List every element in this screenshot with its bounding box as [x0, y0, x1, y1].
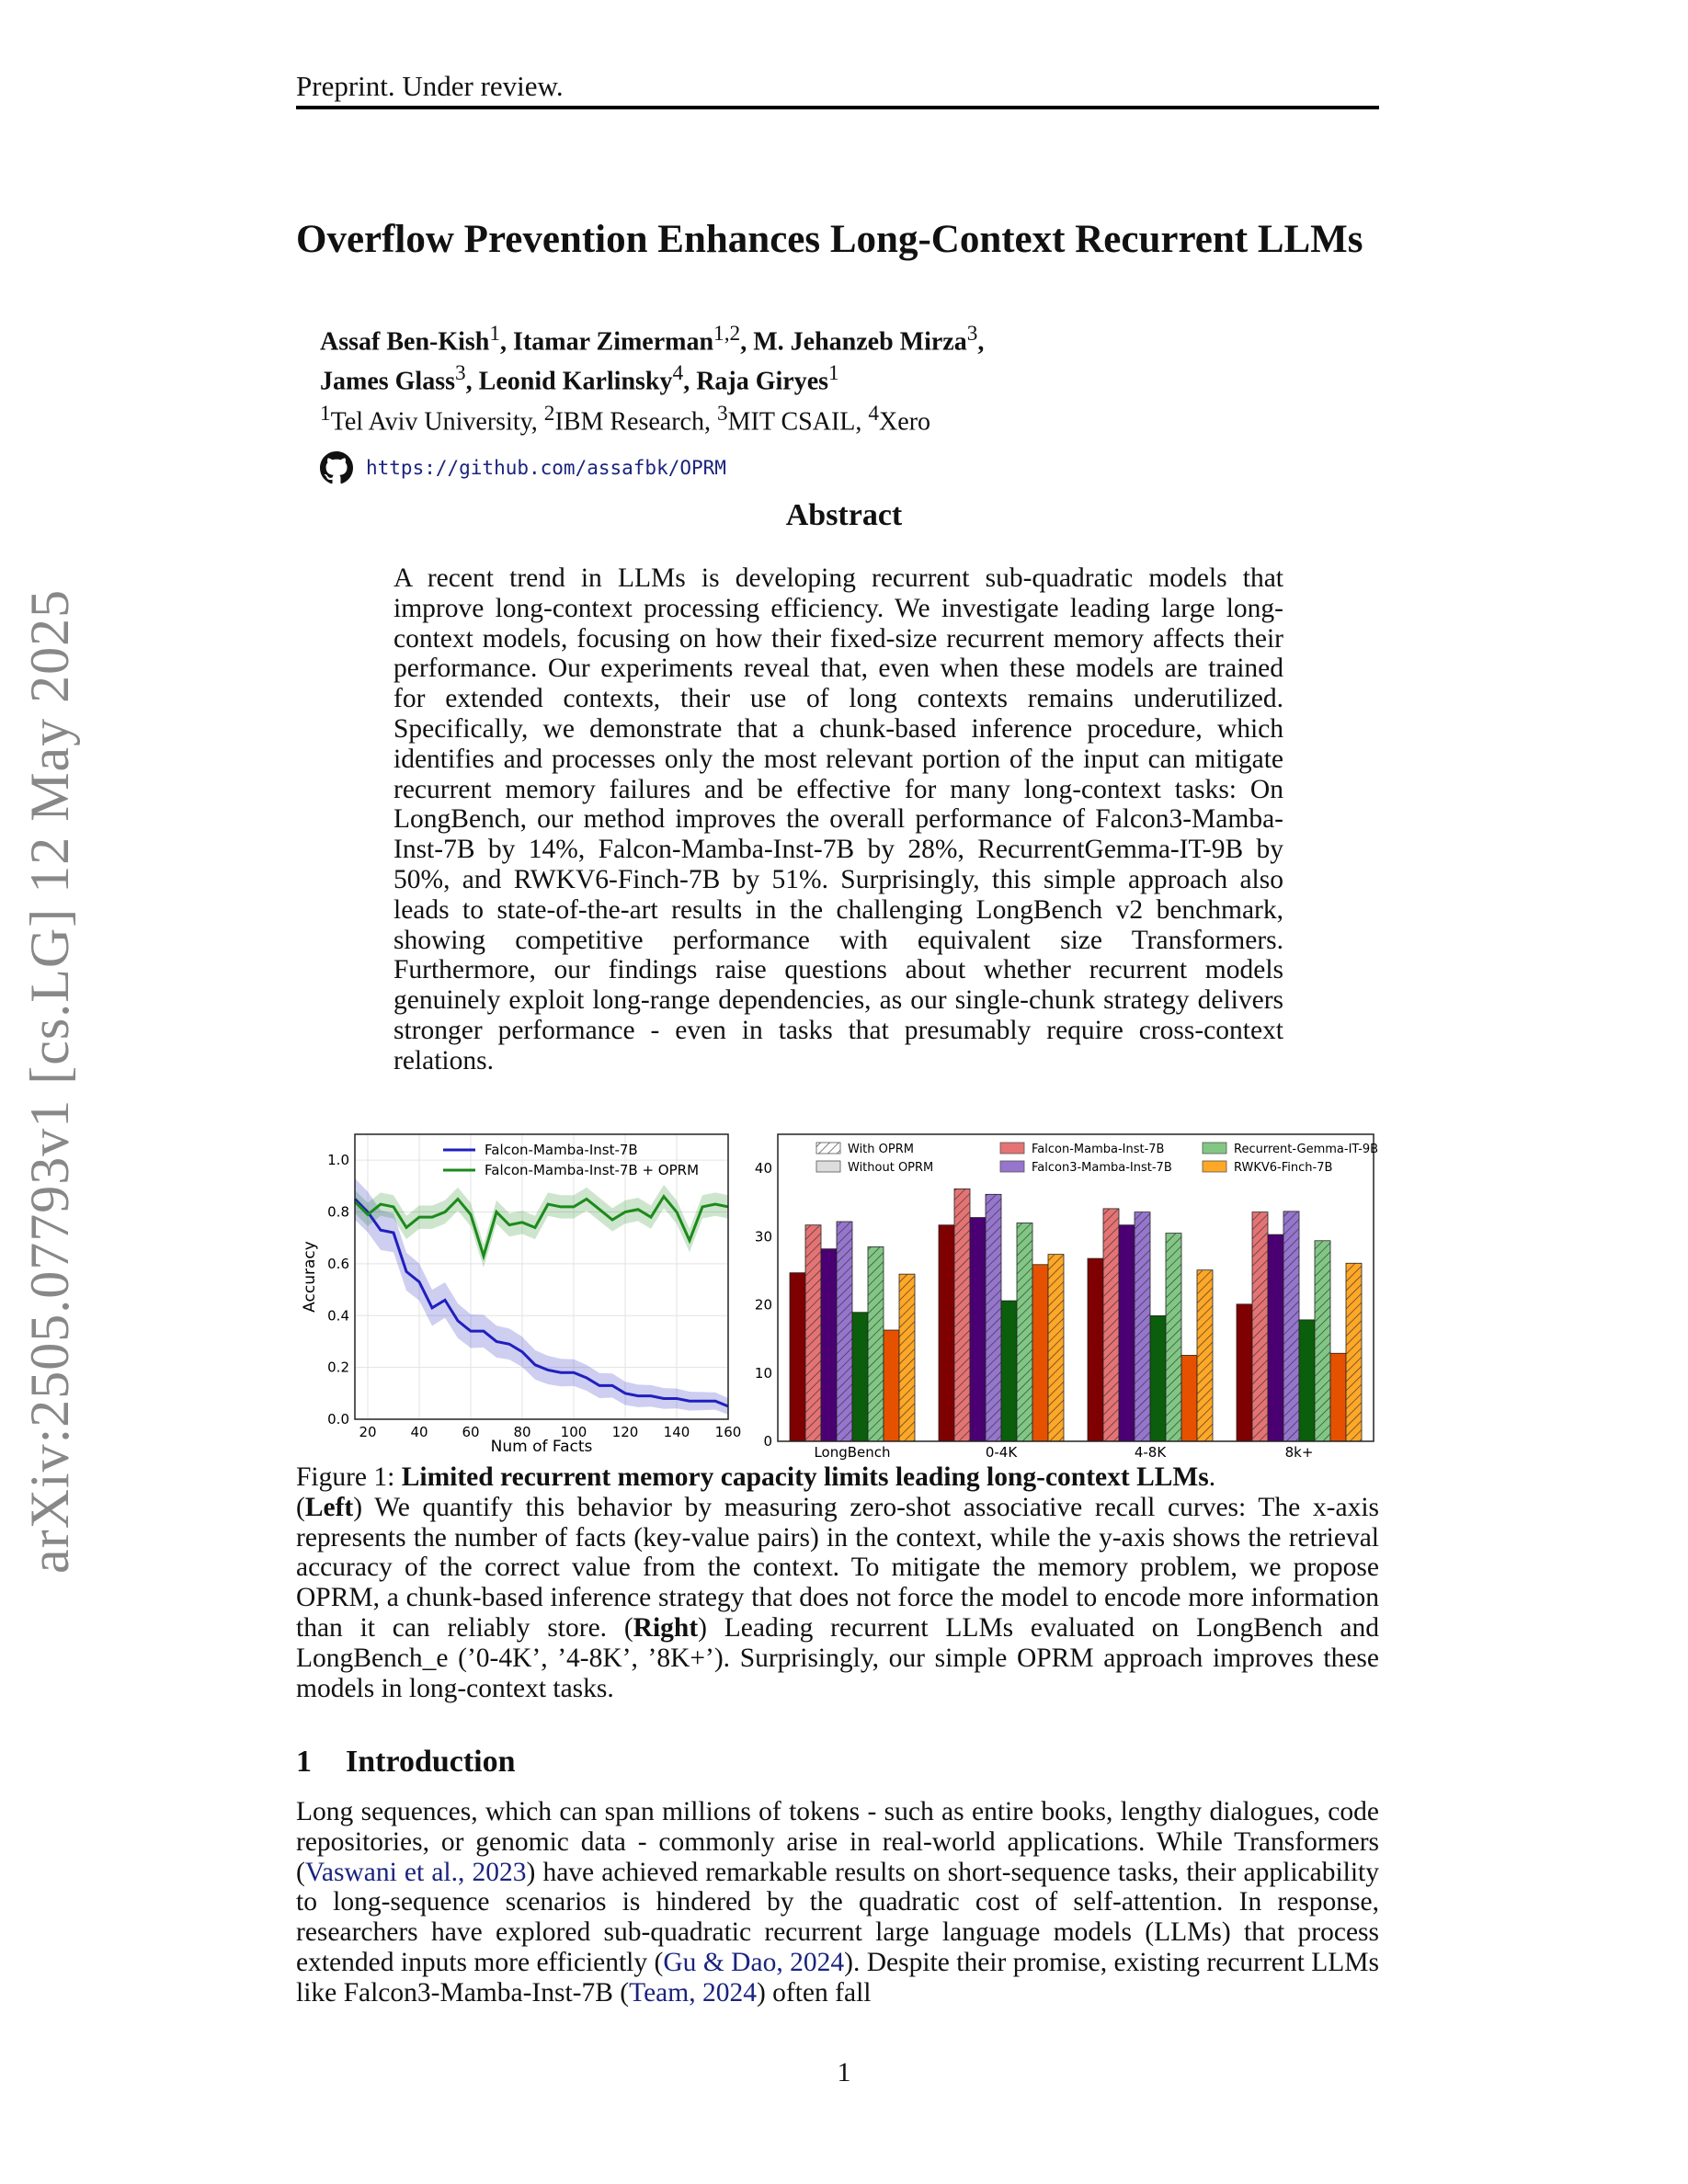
author-sup: 1	[828, 361, 839, 386]
bar-plot-area	[755, 1134, 1378, 1461]
github-icon	[320, 451, 353, 484]
x-tick-label: 8k+	[1284, 1444, 1314, 1461]
bar-hatch	[805, 1225, 821, 1441]
x-tick-label: 80	[513, 1424, 531, 1440]
page-number: 1	[837, 2057, 851, 2087]
affiliation: IBM Research	[554, 406, 704, 436]
author-sup: 1	[489, 322, 501, 346]
x-tick-label: 100	[560, 1424, 587, 1440]
y-tick-label: 20	[754, 1296, 772, 1314]
bar-hatch	[1103, 1209, 1119, 1441]
y-tick-label: 0.2	[327, 1359, 349, 1376]
legend-swatch	[1000, 1143, 1024, 1154]
legend-swatch	[816, 1161, 840, 1172]
bar-without-oprm	[1088, 1258, 1103, 1441]
bar-without-oprm	[1032, 1265, 1048, 1441]
legend-entry: Without OPRM	[848, 1161, 934, 1175]
legend-swatch-hatch	[816, 1143, 840, 1154]
citation-link[interactable]: Gu & Dao, 2024	[663, 1947, 845, 1977]
intro-paragraph: Long sequences, which can span millions of tokens - such as entire books, lengthy dialogues, code repositories, or genomic data - commonly arise in real-world applications. While Transformers (Vaswani et al., 2023) have achieved remarkable results on short-sequence tasks, their applicability to long-sequence scenarios is hindered by the quadratic cost of self-attention. In response, researchers have explored sub-quadratic recurrent large language models (LLMs) that process extended inputs more efficiently (Gu & Dao, 2024). Despite their promise, existing recurrent LLMs like Falcon3-Mamba-Inst-7B (Team, 2024) often fall	[296, 1797, 1379, 2008]
bar-without-oprm	[1268, 1234, 1283, 1441]
affiliation: Tel Aviv University	[330, 406, 531, 436]
right-description: Leading recurrent LLMs evaluated on LongBench and LongBench_e (’0-4K’, ’4-8K’, ’8K+’). Surprisingly, our simple OPRM approach improves these models in long-context tasks.	[296, 1612, 1380, 1703]
y-tick-label: 40	[754, 1160, 772, 1177]
chart-legend	[816, 1143, 1378, 1175]
x-tick-label: LongBench	[814, 1444, 891, 1461]
section-title: Introduction	[346, 1745, 516, 1779]
author-name: Leonid Karlinsky	[478, 367, 673, 396]
section-number: 1	[296, 1745, 312, 1779]
x-axis-label: Num of Facts	[490, 1438, 593, 1456]
right-tag: Right	[633, 1612, 699, 1643]
authors-line-1: Assaf Ben-Kish$^1$, Itamar Zimerman$^{1,2}$, M. Jehanzeb Mirza$^3$,	[320, 322, 985, 357]
author-name: Assaf Ben-Kish	[320, 327, 490, 357]
x-tick-label: 60	[462, 1424, 480, 1440]
affiliations: $^1$Tel Aviv University, $^2$IBM Research, $^3$MIT CSAIL, $^4$Xero	[320, 401, 931, 436]
author-name: Raja Giryes	[696, 367, 829, 396]
left-description: We quantify this behavior by measuring zero-shot associative recall curves: The x-axis represents the number of facts (key-value pairs) in the context, while the y-axis shows the retrieval accuracy of the correct value from the context. To mitigate the memory problem, we propose OPRM, a chunk-based inference strategy that does not force the model to encode more information than it can reliably store.	[296, 1492, 1379, 1643]
author-name: James Glass	[320, 367, 455, 396]
bar-without-oprm	[939, 1225, 954, 1441]
section-heading	[296, 1745, 516, 1780]
figure-label: Figure 1:	[296, 1462, 395, 1492]
abstract-heading: Abstract	[785, 498, 903, 532]
y-tick-label: 1.0	[327, 1152, 349, 1169]
author-sup: 4	[672, 361, 684, 386]
bar-without-oprm	[1330, 1353, 1346, 1441]
author-block	[320, 318, 984, 438]
bar-hatch	[1135, 1212, 1150, 1441]
bar-without-oprm	[1001, 1301, 1017, 1441]
author-name: M. Jehanzeb Mirza	[753, 327, 967, 357]
author-sup: 1,2	[713, 322, 741, 346]
authors-line-2: James Glass$^3$, Leonid Karlinsky$^4$, Raja Giryes$^1$	[320, 361, 839, 396]
affiliation: Xero	[879, 406, 931, 436]
bar-without-oprm	[852, 1313, 868, 1441]
legend-entry: Falcon-Mamba-Inst-7B	[485, 1142, 638, 1158]
line-plot-area	[301, 1134, 741, 1456]
recall-line-chart	[296, 1121, 747, 1456]
github-url[interactable]: https://github.com/assafbk/OPRM	[366, 457, 726, 479]
x-tick-label: 0-4K	[985, 1444, 1018, 1461]
y-tick-label: 0.4	[327, 1307, 349, 1325]
x-tick-label: 140	[663, 1424, 690, 1440]
y-tick-label: 30	[754, 1228, 772, 1246]
author-sup: 3	[455, 361, 466, 386]
y-tick-label: 0.0	[327, 1411, 349, 1428]
bar-without-oprm	[1237, 1304, 1252, 1441]
bar-hatch	[986, 1194, 1001, 1441]
legend-swatch	[1203, 1161, 1226, 1172]
affiliation: MIT CSAIL	[727, 406, 856, 436]
bar-without-oprm	[1119, 1225, 1135, 1441]
bar-hatch	[899, 1274, 915, 1441]
legend-entry: Falcon3-Mamba-Inst-7B	[1032, 1161, 1172, 1175]
bar-without-oprm	[821, 1249, 837, 1441]
figure-caption: Figure 1: Limited recurrent memory capacity limits leading long-context LLMs. (Left) We quantify this behavior by measuring zero-shot associative recall curves: The x-axis represents the number of facts (key-value pairs) in the context, while the y-axis shows the retrieval accuracy of the correct value from the context. To mitigate the memory problem, we propose OPRM, a chunk-based inference strategy that does not force the model to encode more information than it can reliably store. (Right) Leading recurrent LLMs evaluated on LongBench and LongBench_e (’0-4K’, ’4-8K’, ’8K+’). Surprisingly, our simple OPRM approach improves these models in long-context tasks.	[296, 1462, 1380, 1703]
github-link[interactable]	[320, 451, 726, 484]
header-rule	[296, 106, 1379, 109]
legend-entry: RWKV6-Finch-7B	[1234, 1161, 1333, 1175]
longbench-bar-chart	[754, 1121, 1381, 1461]
bar-hatch	[837, 1222, 852, 1441]
x-tick-label: 20	[359, 1424, 377, 1440]
y-tick-label: 10	[754, 1364, 772, 1382]
y-tick-label: 0.6	[327, 1255, 349, 1272]
bar-without-oprm	[1150, 1315, 1166, 1441]
bar-hatch	[954, 1189, 970, 1441]
abstract-text: A recent trend in LLMs is developing recurrent sub-quadratic models that improve long-context processing efficiency. We investigate leading large long-context models, focusing on how their fixed-size recurrent memory affects their performance. Our experiments reveal that, even when these models are trained for extended contexts, their use of long contexts remains underutilized. Specifically, we demonstrate that a chunk-based inference procedure, which identifies and processes only the most relevant portion of the input can mitigate recurrent memory failures and be effective for many long-context tasks: On LongBench, our method improves the overall performance of Falcon3-Mamba-Inst-7B by 14%, Falcon-Mamba-Inst-7B by 28%, RecurrentGemma-IT-9B by 50%, and RWKV6-Finch-7B by 51%. Surprisingly, this simple approach also leads to state-of-the-art results in the challenging LongBench v2 benchmark, showing competitive performance with equivalent size Transformers. Furthermore, our findings raise questions about whether recurrent models genuinely exploit long-range dependencies, as our single-chunk strategy delivers stronger performance - even in tasks that presumably require cross-context relations.	[393, 563, 1283, 1075]
legend-swatch	[1203, 1143, 1226, 1154]
bar-without-oprm	[1299, 1320, 1315, 1441]
figure-title: Limited recurrent memory capacity limits leading long-context LLMs	[401, 1462, 1209, 1492]
bar-without-oprm	[1181, 1355, 1197, 1441]
y-tick-label: 0	[763, 1433, 772, 1450]
confidence-band	[355, 1185, 728, 1268]
y-axis-label: Accuracy	[301, 1241, 319, 1313]
legend-entry: Falcon-Mamba-Inst-7B + OPRM	[485, 1162, 700, 1178]
bar-without-oprm	[790, 1273, 805, 1441]
bar-hatch	[1252, 1212, 1268, 1441]
x-tick-label: 40	[410, 1424, 428, 1440]
legend-entry: With OPRM	[848, 1143, 914, 1156]
running-header: Preprint. Under review.	[296, 70, 564, 102]
bar-hatch	[1048, 1255, 1064, 1441]
legend-entry: Falcon-Mamba-Inst-7B	[1032, 1143, 1165, 1156]
author-sup: 3	[966, 322, 978, 346]
bar-hatch	[1315, 1241, 1330, 1441]
left-tag: Left	[304, 1492, 354, 1522]
bar-without-oprm	[970, 1218, 986, 1441]
citation-link[interactable]: Vaswani et al., 2023	[304, 1857, 527, 1887]
arxiv-sidebar: arXiv:2505.07793v1 [cs.LG] 12 May 2025	[19, 588, 80, 1574]
paper-title: Overflow Prevention Enhances Long-Context Recurrent LLMs	[296, 218, 1363, 261]
legend-entry: Recurrent-Gemma-IT-9B	[1234, 1143, 1379, 1156]
bar-hatch	[868, 1246, 884, 1441]
y-tick-label: 0.8	[327, 1203, 349, 1221]
x-tick-label: 160	[714, 1424, 742, 1440]
bar-hatch	[1166, 1234, 1181, 1441]
bar-hatch	[1017, 1223, 1032, 1441]
bar-without-oprm	[884, 1330, 899, 1441]
bar-hatch	[1283, 1211, 1299, 1441]
bar-hatch	[1346, 1263, 1362, 1441]
citation-link[interactable]: Team, 2024	[629, 1977, 757, 2008]
author-name: Itamar Zimerman	[513, 327, 714, 357]
x-tick-label: 4-8K	[1134, 1444, 1167, 1461]
legend-swatch	[1000, 1161, 1024, 1172]
bar-hatch	[1197, 1270, 1213, 1441]
x-tick-label: 120	[611, 1424, 639, 1440]
